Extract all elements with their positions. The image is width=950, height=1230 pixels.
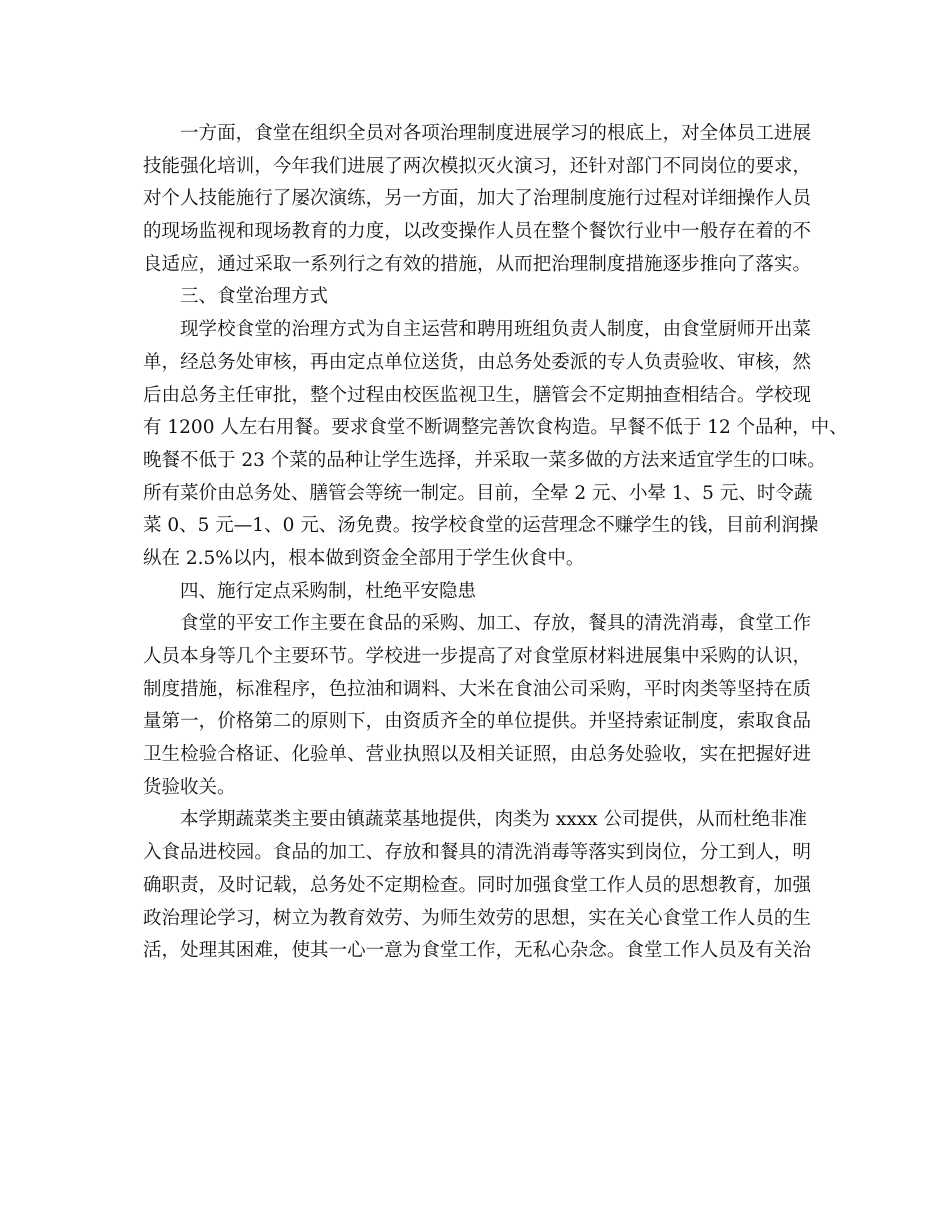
text-line: 活，处理其困难，使其一心一意为食堂工作，无私心杂念。食堂工作人员及有关治 xyxy=(143,940,811,962)
document-body xyxy=(143,118,848,968)
text-line: 的现场监视和现场教育的力度，以改变操作人员在整个餐饮行业中一般存在着的不 xyxy=(143,221,811,243)
text-line: 菜 0、5 元—1、0 元、汤免费。按学校食堂的运营理念不赚学生的钱，目前利润操 xyxy=(143,515,819,537)
text-line: 入食品进校园。食品的加工、存放和餐具的清洗消毒等落实到岗位，分工到人，明 xyxy=(143,842,811,864)
text-line: 政治理论学习，树立为教育效劳、为师生效劳的思想，实在关心食堂工作人员的生 xyxy=(143,907,811,929)
text-line: 所有菜价由总务处、膳管会等统一制定。目前，全晕 2 元、小晕 1、5 元、时令蔬 xyxy=(143,482,813,504)
text-line: 单，经总务处审核，再由定点单位送货，由总务处委派的专人负责验收、审核，然 xyxy=(143,351,811,373)
text-line: 卫生检验合格证、化验单、营业执照以及相关证照，由总务处验收，实在把握好进 xyxy=(143,744,811,766)
text-line: 纵在 2.5%以内，根本做到资金全部用于学生伙食中。 xyxy=(143,547,585,569)
text-line: 对个人技能施行了屡次演练，另一方面，加大了治理制度施行过程对详细操作人员 xyxy=(143,188,811,210)
text-line: 量第一，价格第二的原则下，由资质齐全的单位提供。并坚持索证制度，索取食品 xyxy=(143,711,811,733)
text-line: 有 1200 人左右用餐。要求食堂不断调整完善饮食构造。早餐不低于 12 个品种，中、 xyxy=(143,417,848,439)
text-line: 确职责，及时记载，总务处不定期检查。同时加强食堂工作人员的思想教育，加强 xyxy=(143,874,811,896)
text-line: 人员本身等几个主要环节。学校进一步提高了对食堂原材料进展集中采购的认识， xyxy=(143,646,811,667)
text-line: 后由总务主任审批，整个过程由校医监视卫生，膳管会不定期抽查相结合。学校现 xyxy=(143,384,811,406)
text-line: 技能强化培训，今年我们进展了两次模拟灭火演习，还针对部门不同岗位的要求， xyxy=(143,155,811,177)
text-line: 四、施行定点采购制，杜绝平安隐患 xyxy=(180,580,477,602)
text-line: 一方面，食堂在组织全员对各项治理制度进展学习的根底上，对全体员工进展 xyxy=(180,123,811,144)
text-line: 良适应，通过采取一系列行之有效的措施，从而把治理制度措施逐步推向了落实。 xyxy=(143,253,811,275)
text-line: 食堂的平安工作主要在食品的采购、加工、存放，餐具的清洗消毒，食堂工作 xyxy=(180,613,811,635)
text-line: 货验收关。 xyxy=(143,776,236,798)
text-line: 晚餐不低于 23 个菜的品种让学生选择，并采取一菜多做的方法来适宜学生的口味。 xyxy=(143,449,826,471)
text-line: 现学校食堂的治理方式为自主运营和聘用班组负责人制度，由食堂厨师开出菜 xyxy=(180,319,811,341)
text-line: 本学期蔬菜类主要由镇蔬菜基地提供，肉类为 xxxx 公司提供，从而杜绝非准 xyxy=(180,809,807,831)
text-line: 三、食堂治理方式 xyxy=(180,286,329,308)
text-line: 制度措施，标准程序，色拉油和调料、大米在食油公司采购，平时肉类等坚持在质 xyxy=(143,678,811,700)
